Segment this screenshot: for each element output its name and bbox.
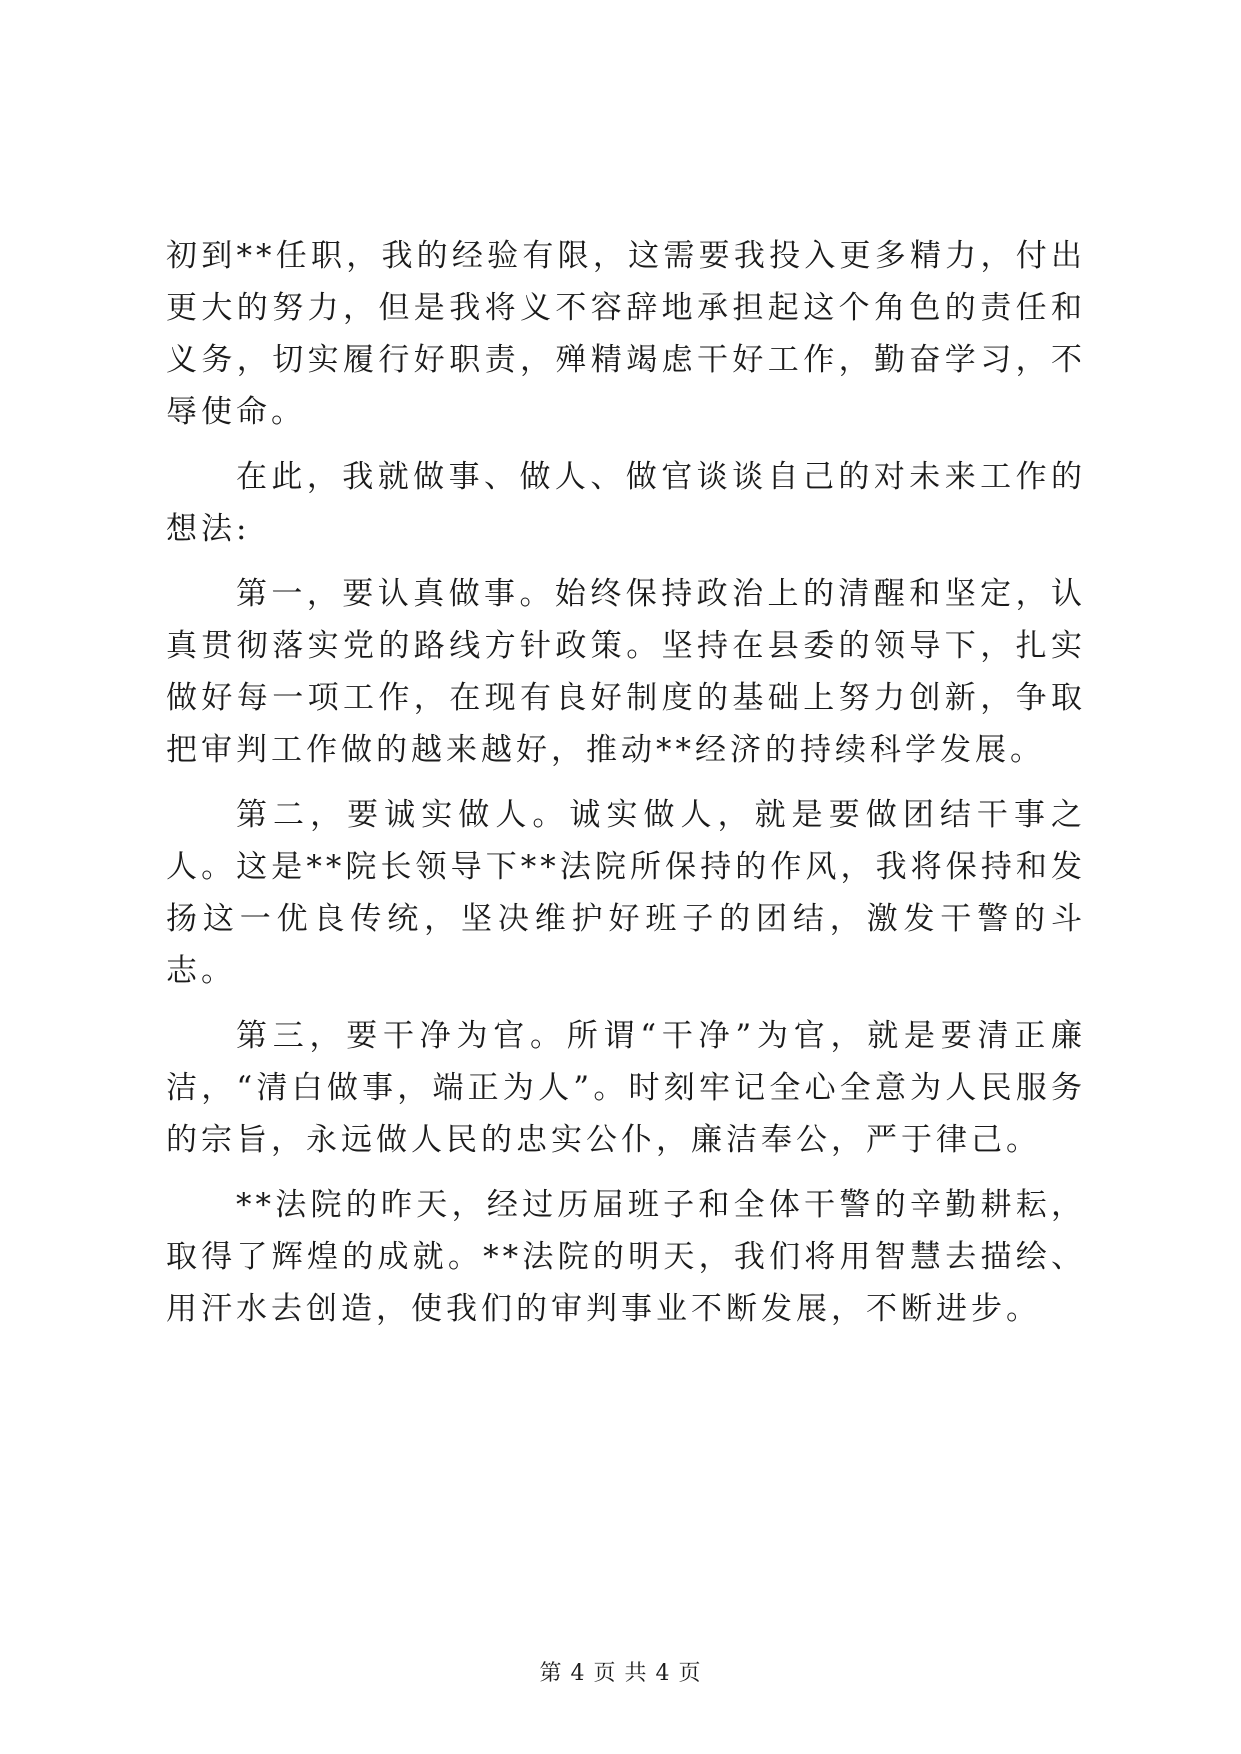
paragraph-intro: 在此，我就做事、做人、做官谈谈自己的对未来工作的想法: (166, 459, 1086, 547)
paragraph-continuation: 初到**任职，我的经验有限，这需要我投入更多精力，付出更大的努力，但是我将义不容辞地承担起这个角色的责任和义务，切实履行好职责，殚精竭虑干好工作，勤奋学习，不辱使命。 (166, 238, 1086, 430)
page-number-footer: 第 4 页 共 4 页 (539, 1661, 702, 1686)
document-body (166, 230, 1086, 1335)
paragraph-second-point: 第二，要诚实做人。诚实做人，就是要做团结干事之人。这是**院长领导下**法院所保持的作风，我将保持和发扬这一优良传统，坚决维护好班子的团结，激发干警的斗志。 (166, 797, 1086, 989)
paragraph-conclusion: **法院的昨天，经过历届班子和全体干警的辛勤耕耘，取得了辉煌的成就。**法院的明天，我们将用智慧去描绘、用汗水去创造，使我们的审判事业不断发展，不断进步。 (166, 1187, 1086, 1327)
paragraph-third-point: 第三，要干净为官。所谓“干净”为官，就是要清正廉洁，“清白做事，端正为人”。时刻牢记全心全意为人民服务的宗旨，永远做人民的忠实公仆，廉洁奉公，严于律己。 (166, 1018, 1086, 1158)
paragraph-first-point: 第一，要认真做事。始终保持政治上的清醒和坚定，认真贯彻落实党的路线方针政策。坚持在县委的领导下，扎实做好每一项工作，在现有良好制度的基础上努力创新，争取把审判工作做的越来越好，推动**经济的持续科学发展。 (166, 576, 1086, 768)
